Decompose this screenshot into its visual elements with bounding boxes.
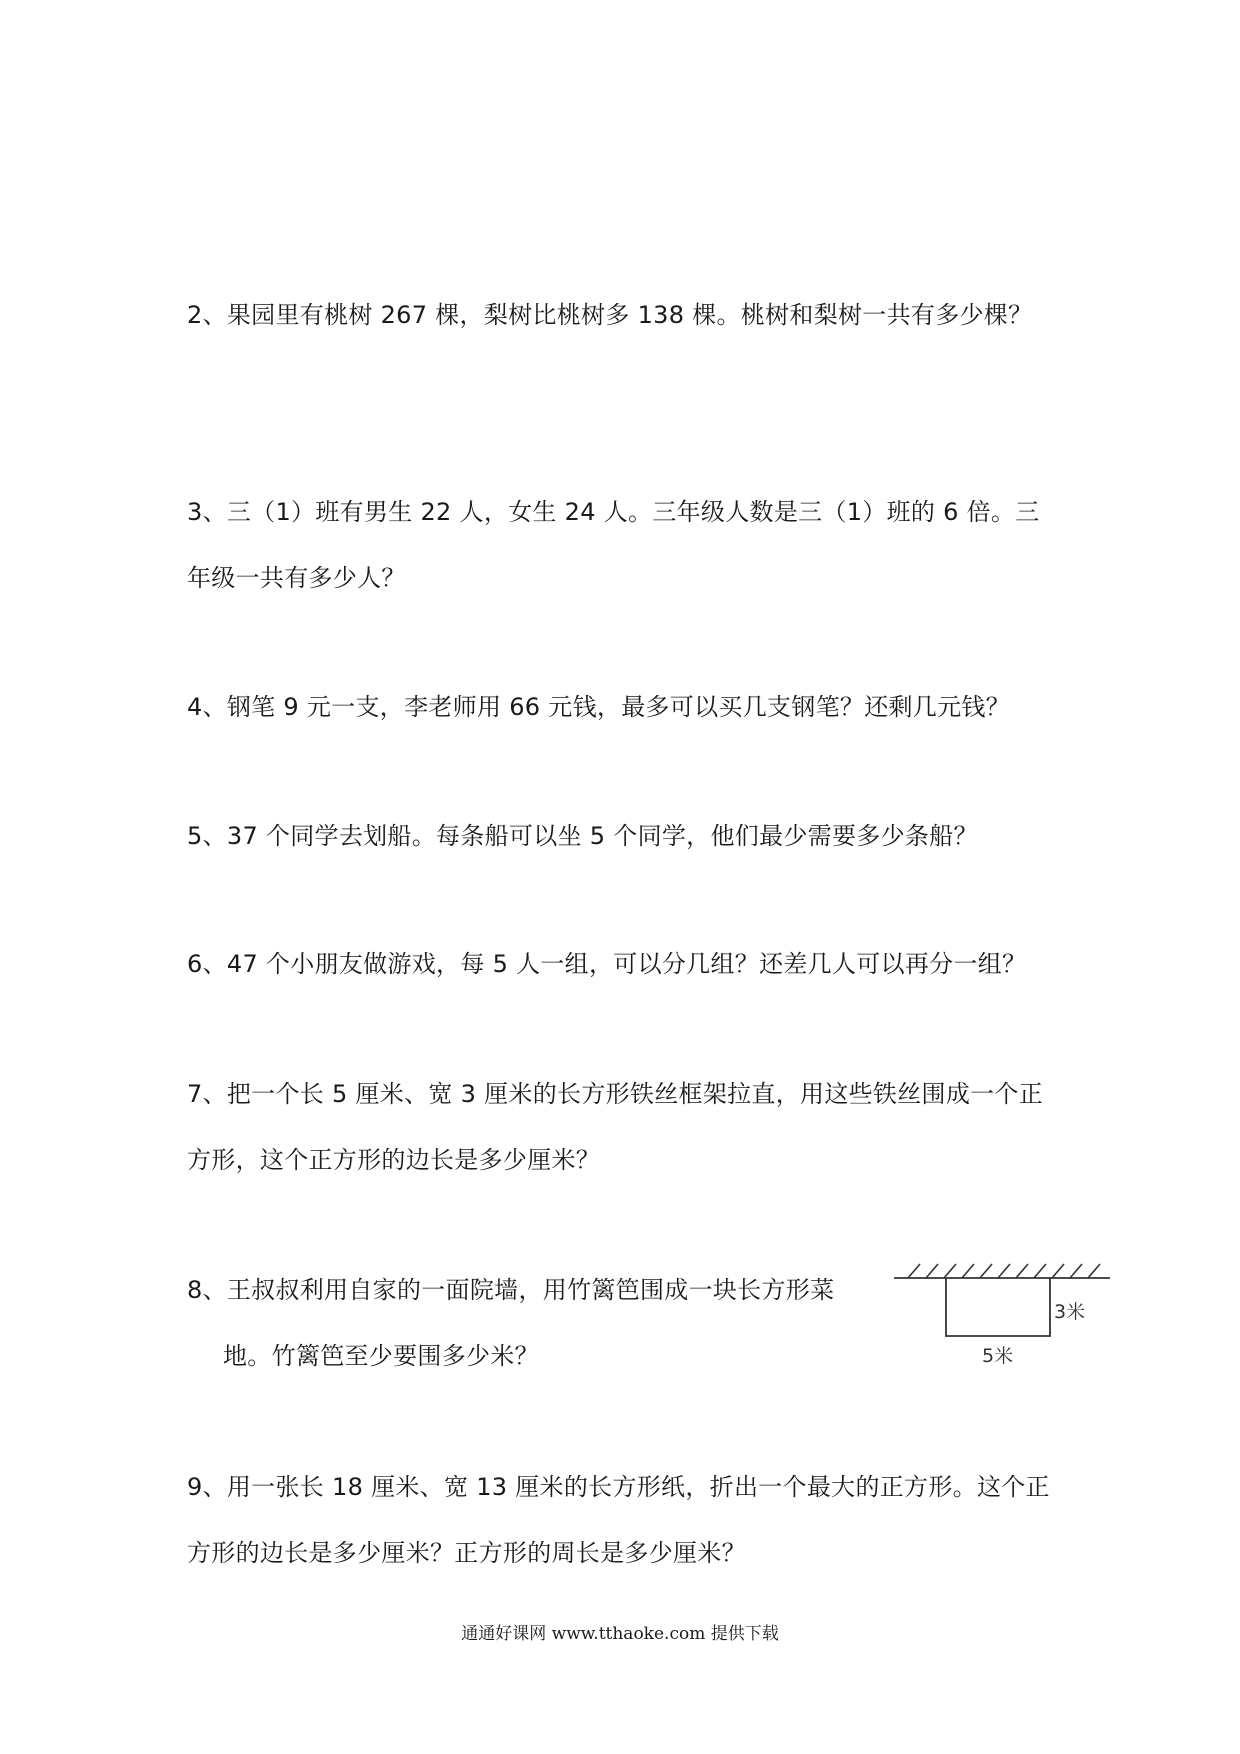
fence-outline — [946, 1278, 1050, 1336]
question-7-line-2: 方形，这个正方形的边长是多少厘米？ — [187, 1146, 601, 1174]
question-7-line-1: 7、把一个长 5 厘米、宽 3 厘米的长方形铁丝框架拉直，用这些铁丝围成一个正 — [187, 1080, 1044, 1108]
question-8-line-1: 8、王叔叔利用自家的一面院墙，用竹篱笆围成一块长方形菜 — [187, 1276, 835, 1304]
question-3-line-1: 3、三（1）班有男生 22 人，女生 24 人。三年级人数是三（1）班的 6 倍。三 — [187, 498, 1040, 526]
garden-diagram-svg — [890, 1250, 1130, 1380]
question-8-line-2: 地。竹篱笆至少要围多少米？ — [223, 1342, 539, 1370]
width-label: 3米 — [1054, 1301, 1086, 1323]
footer-source: 通通好课网 www.tthaoke.com 提供下载 — [461, 1624, 779, 1644]
question-6-line-1: 6、47 个小朋友做游戏，每 5 人一组，可以分几组？还差几人可以再分一组？ — [187, 950, 1027, 978]
question-5-line-1: 5、37 个同学去划船。每条船可以坐 5 个同学，他们最少需要多少条船？ — [187, 822, 978, 850]
question-2-line-1: 2、果园里有桃树 267 棵，梨树比桃树多 138 棵。桃树和梨树一共有多少棵？ — [187, 301, 1033, 329]
question-9-line-1: 9、用一张长 18 厘米、宽 13 厘米的长方形纸，折出一个最大的正方形。这个正 — [187, 1473, 1050, 1501]
garden-diagram — [890, 1250, 1130, 1380]
wall-hatching — [908, 1264, 1100, 1278]
length-label: 5米 — [982, 1345, 1014, 1367]
question-9-line-2: 方形的边长是多少厘米？正方形的周长是多少厘米？ — [187, 1539, 746, 1567]
question-4-line-1: 4、钢笔 9 元一支，李老师用 66 元钱，最多可以买几支钢笔？还剩几元钱？ — [187, 693, 1010, 721]
question-3-line-2: 年级一共有多少人？ — [187, 564, 406, 592]
